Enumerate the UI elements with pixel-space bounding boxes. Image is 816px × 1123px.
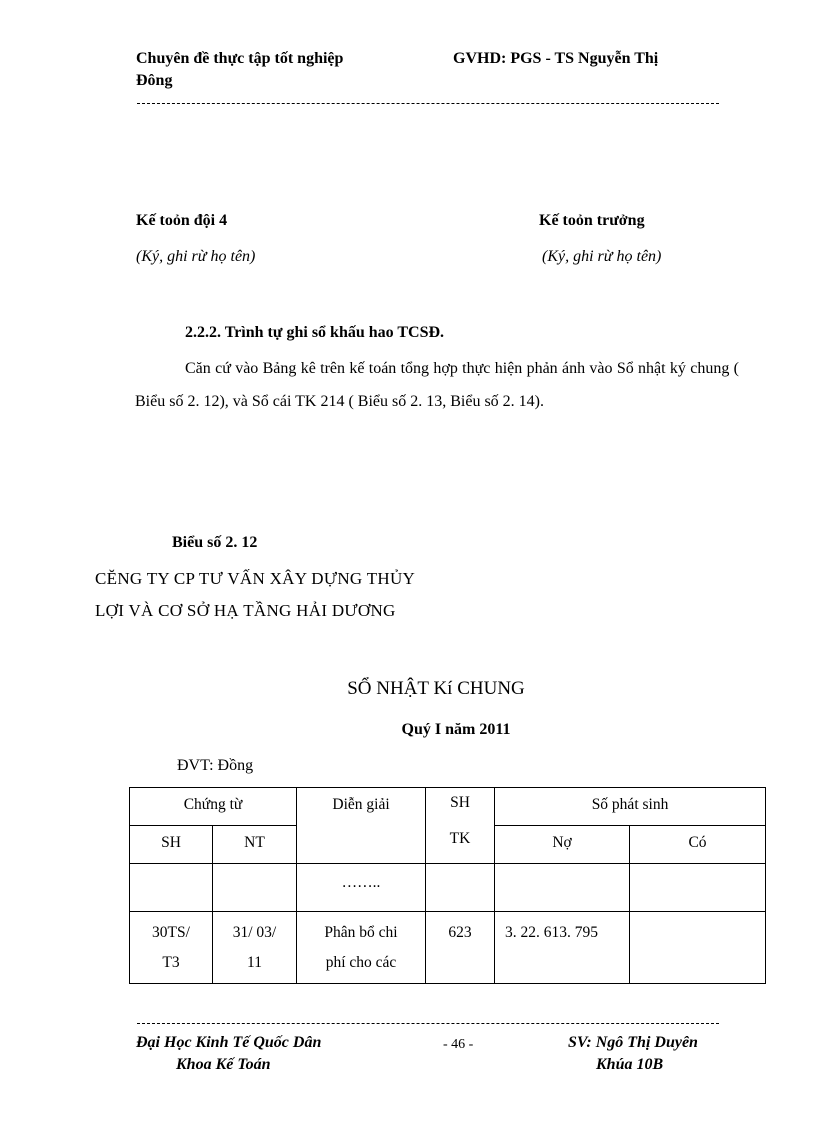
signature-left-title: Kế toỏn đội 4 — [136, 212, 228, 229]
header-chung-tu: Chứng từ — [130, 788, 297, 826]
footer-divider — [137, 1023, 719, 1024]
cell-dien-giai-line1: Phân bổ chi — [324, 924, 398, 941]
cell-dien-giai — [297, 912, 426, 984]
cell-sh — [130, 864, 213, 912]
footer-left-line1: Đại Học Kinh Tế Quốc Dân — [136, 1034, 322, 1051]
header-nt: NT — [213, 826, 297, 864]
cell-dien-giai-line2: phí cho các — [325, 954, 397, 971]
footer-right-line1: SV: Ngô Thị Duyên — [568, 1034, 698, 1051]
cell-sh — [130, 912, 213, 984]
company-line2: LỢI VÀ CƠ SỞ HẠ TẦNG HẢI DƯƠNG — [95, 601, 396, 620]
cell-co — [630, 912, 766, 984]
section-heading: 2.2.2. Trình tự ghi sổ khấu hao TCSĐ. — [185, 324, 445, 341]
header-co: Có — [630, 826, 766, 864]
cell-no: 3. 22. 613. 795 — [495, 912, 630, 984]
cell-tk: 623 — [426, 912, 495, 984]
cell-sh-line1: 30TS/ — [152, 924, 190, 941]
unit-label: ĐVT: Đồng — [177, 757, 254, 774]
cell-nt-line1: 31/ 03/ — [232, 924, 277, 941]
table-row — [130, 912, 766, 984]
cell-sh-line2: T3 — [162, 954, 180, 971]
footer-left-line2: Khoa Kế Toán — [176, 1056, 271, 1073]
header-right: GVHD: PGS - TS Nguyễn Thị — [453, 50, 659, 67]
journal-title: SỔ NHẬT Kí CHUNG — [347, 678, 525, 699]
table-row — [130, 864, 766, 912]
header-sh-tk-bottom: TK — [449, 830, 471, 847]
header-left-line1: Chuyên đề thực tập tốt nghiệp — [136, 50, 344, 67]
journal-table — [129, 787, 766, 984]
signature-right-title: Kế toỏn trưởng — [539, 212, 645, 229]
cell-dien-giai: …….. — [297, 864, 426, 912]
cell-nt — [213, 912, 297, 984]
section-paragraph: Căn cứ vào Bảng kê trên kế toán tổng hợp thực hiện phản ánh vào Sổ nhật ký chung ( Biểu số 2. 12), và Sổ cái TK 214 ( Biểu số 2. 13, Biểu số 2. 14). — [135, 360, 739, 410]
header-dien-giai: Diễn giải — [297, 788, 426, 864]
table-header-row — [130, 788, 766, 826]
cell-nt — [213, 864, 297, 912]
footer-right-line2: Khúa 10B — [596, 1056, 664, 1073]
cell-nt-line2: 11 — [247, 954, 262, 971]
company-line1: CĔNG TY CP TƯ VẤN XÂY DỰNG THỦY — [95, 569, 416, 588]
header-sh: SH — [130, 826, 213, 864]
form-label: Biểu số 2. 12 — [172, 534, 258, 551]
page-number: - 46 - — [443, 1037, 474, 1052]
journal-period: Quý I năm 2011 — [401, 721, 511, 738]
header-no: Nợ — [495, 826, 630, 864]
cell-tk — [426, 864, 495, 912]
cell-co — [630, 864, 766, 912]
header-sh-tk — [426, 788, 495, 864]
cell-no — [495, 864, 630, 912]
signature-right-note: (Ký, ghi rừ họ tên) — [542, 248, 662, 265]
header-sh-tk-top: SH — [450, 794, 470, 811]
signature-left-note: (Ký, ghi rừ họ tên) — [136, 248, 256, 265]
header-divider — [137, 103, 719, 104]
header-so-phat-sinh: Số phát sinh — [495, 788, 766, 826]
header-left-line2: Đông — [136, 72, 173, 89]
